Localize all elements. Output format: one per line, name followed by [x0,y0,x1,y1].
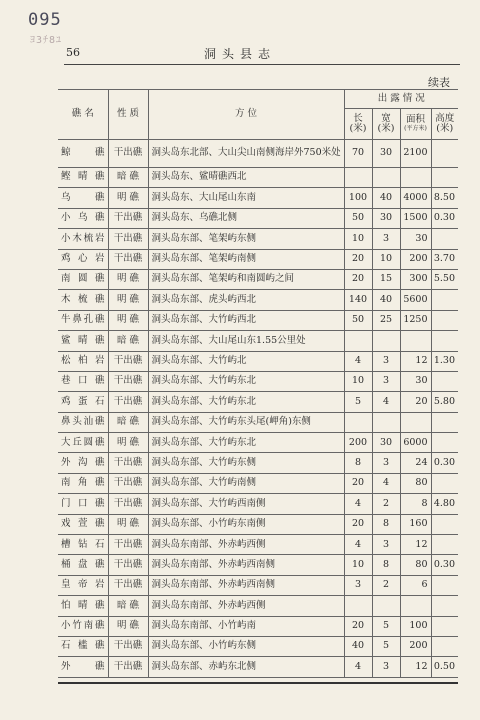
reef-nature: 干出礁 [108,473,148,493]
reef-length: 140 [344,290,372,310]
reef-width: 8 [372,555,400,575]
header-exposure: 出 露 情 况 [344,90,458,109]
reef-width: 8 [372,514,400,534]
reef-length: 4 [344,494,372,514]
header-area-unit: (平方米) [404,124,427,132]
reef-width [372,331,400,351]
reef-width: 3 [372,657,400,677]
bottom-rule [58,682,458,684]
reef-nature: 明 礁 [108,269,148,289]
reef-area: 80 [400,473,431,493]
reef-height [431,616,458,636]
reef-height: 0.30 [431,453,458,473]
reef-nature: 干出礁 [108,392,148,412]
reef-nature: 暗 礁 [108,596,148,616]
reef-height [431,371,458,391]
header-location: 方 位 [148,90,344,140]
reef-area: 12 [400,657,431,677]
reef-area: 12 [400,351,431,371]
reef-name: 小乌礁 [58,208,108,228]
reef-area: 2100 [400,140,431,168]
reef-name: 皇帝岩 [58,575,108,595]
reef-width: 30 [372,433,400,453]
reef-nature: 干出礁 [108,140,148,168]
reef-area: 200 [400,636,431,656]
reef-area: 1250 [400,310,431,330]
reef-area: 20 [400,392,431,412]
reef-name: 小竹南礁 [58,616,108,636]
reef-height [431,140,458,168]
reef-nature: 干出礁 [108,575,148,595]
header-name: 礁 名 [58,90,108,140]
table-row [58,392,458,412]
reef-area: 160 [400,514,431,534]
table-row [58,168,458,188]
reef-location: 洞头岛东部、虎头屿西北 [148,290,344,310]
reef-width: 5 [372,636,400,656]
reef-name: 鲣晴礁 [58,168,108,188]
reef-length [344,331,372,351]
reef-width: 40 [372,290,400,310]
reef-height [431,535,458,555]
reef-location: 洞头岛东部、大竹屿东北 [148,371,344,391]
table-row [58,290,458,310]
reef-location: 洞头岛东部、大竹屿东北 [148,433,344,453]
reef-name: 小木梳岩 [58,229,108,249]
reef-name: 鲨晴礁 [58,331,108,351]
reef-location: 洞头岛东南部、外赤屿西南侧 [148,555,344,575]
table-row [58,494,458,514]
table-row [58,188,458,208]
reef-name: 门口礁 [58,494,108,514]
reef-name: 石槛礁 [58,636,108,656]
reef-name: 木梳礁 [58,290,108,310]
reef-length: 20 [344,473,372,493]
reef-area: 4000 [400,188,431,208]
reef-location: 洞头岛东、鲨晴礁西北 [148,168,344,188]
reef-name: 松柏岩 [58,351,108,371]
page-number: 56 [66,46,80,59]
reef-nature: 明 礁 [108,310,148,330]
reef-width: 3 [372,351,400,371]
reef-width: 4 [372,473,400,493]
reef-name: 桶盘礁 [58,555,108,575]
reef-name: 南角礁 [58,473,108,493]
header-length: 长(米) [344,109,372,140]
reef-length [344,596,372,616]
table-row [58,473,458,493]
reef-nature: 暗 礁 [108,331,148,351]
reef-width: 15 [372,269,400,289]
reef-height [431,433,458,453]
reef-height: 4.80 [431,494,458,514]
reef-width [372,168,400,188]
table-row [58,310,458,330]
reef-area: 6 [400,575,431,595]
reef-width: 30 [372,140,400,168]
reef-nature: 干出礁 [108,249,148,269]
reef-length: 200 [344,433,372,453]
reef-location: 洞头岛东南部、外赤屿西南侧 [148,575,344,595]
reef-location: 洞头岛东部、大竹屿西北 [148,310,344,330]
reef-height [431,290,458,310]
reef-location: 洞头岛东部、赤屿东北侧 [148,657,344,677]
reef-nature: 干出礁 [108,494,148,514]
reef-name: 南圆礁 [58,269,108,289]
table-row [58,657,458,677]
reef-location: 洞头岛东南部、小竹屿南 [148,616,344,636]
reef-nature: 明 礁 [108,188,148,208]
reef-area: 5600 [400,290,431,310]
reef-name: 鸡蛋石 [58,392,108,412]
reef-nature: 明 礁 [108,616,148,636]
reef-area: 24 [400,453,431,473]
reef-location: 洞头岛东部、小竹屿东南侧 [148,514,344,534]
reef-height [431,636,458,656]
reef-area: 1500 [400,208,431,228]
table-row [58,636,458,656]
reef-width [372,412,400,432]
reef-length: 50 [344,310,372,330]
reef-height: 5.50 [431,269,458,289]
reef-area: 30 [400,371,431,391]
reef-width: 2 [372,575,400,595]
reef-height: 0.30 [431,555,458,575]
reef-height: 1.30 [431,351,458,371]
reef-nature: 干出礁 [108,657,148,677]
reef-area: 100 [400,616,431,636]
reef-name: 外 礁 [58,657,108,677]
reef-name: 槽钻石 [58,535,108,555]
reef-location: 洞头岛东南部、外赤屿西侧 [148,596,344,616]
table-row [58,616,458,636]
reef-location: 洞头岛东、乌礁北侧 [148,208,344,228]
table-row [58,575,458,595]
archive-stamp: 095 [28,10,62,30]
reef-height [431,331,458,351]
reef-name: 戏萱礁 [58,514,108,534]
reef-length: 4 [344,657,372,677]
reef-area [400,331,431,351]
reef-width [372,596,400,616]
reef-nature: 干出礁 [108,229,148,249]
reef-width: 5 [372,616,400,636]
reef-name: 外沟礁 [58,453,108,473]
reef-location: 洞头岛东北部、大山尖山南侧海岸外750米处 [148,140,344,168]
table-row [58,351,458,371]
reef-length: 20 [344,514,372,534]
reef-name: 鸡心岩 [58,249,108,269]
reef-area: 12 [400,535,431,555]
reef-height: 0.30 [431,208,458,228]
reef-location: 洞头岛东部、笔架屿南侧 [148,249,344,269]
reef-height: 3.70 [431,249,458,269]
reef-height: 5.80 [431,392,458,412]
reef-location: 洞头岛东部、笔架屿和南圆屿之间 [148,269,344,289]
reef-table [58,89,458,678]
reef-length: 4 [344,535,372,555]
reef-nature: 明 礁 [108,290,148,310]
reef-height [431,310,458,330]
reef-height: 0.50 [431,657,458,677]
reef-width: 40 [372,188,400,208]
reef-area [400,412,431,432]
header-rule [64,64,460,65]
reef-length: 10 [344,555,372,575]
header-area [400,109,431,140]
reef-nature: 干出礁 [108,208,148,228]
header-width: 宽(米) [372,109,400,140]
reef-name: 怕晴礁 [58,596,108,616]
reef-length: 70 [344,140,372,168]
reef-height [431,473,458,493]
reef-location: 洞头岛东部、大竹屿北 [148,351,344,371]
reef-length: 10 [344,371,372,391]
reef-location: 洞头岛东部、笔架屿东侧 [148,229,344,249]
reef-length [344,412,372,432]
reef-width: 3 [372,229,400,249]
reef-area [400,168,431,188]
reef-area [400,596,431,616]
reef-width: 3 [372,371,400,391]
table-row [58,453,458,473]
reef-location: 洞头岛东部、大竹屿东侧 [148,453,344,473]
reef-nature: 干出礁 [108,535,148,555]
reef-width: 4 [372,392,400,412]
reef-name: 鼻头汕礁 [58,412,108,432]
reef-length: 100 [344,188,372,208]
table-row [58,535,458,555]
table-row [58,249,458,269]
reef-area: 30 [400,229,431,249]
reef-length: 20 [344,269,372,289]
reef-location: 洞头岛东部、大竹屿南侧 [148,473,344,493]
reef-name: 大丘圆礁 [58,433,108,453]
reef-area: 80 [400,555,431,575]
reef-nature: 明 礁 [108,514,148,534]
reef-length: 20 [344,249,372,269]
reef-name: 牛鼻孔礁 [58,310,108,330]
continued-label: 续表 [428,76,450,89]
reef-length: 40 [344,636,372,656]
reef-location: 洞头岛东南部、外赤屿西侧 [148,535,344,555]
reef-height [431,229,458,249]
table-row [58,371,458,391]
reef-area: 200 [400,249,431,269]
reef-height [431,412,458,432]
reef-location: 洞头岛东部、大竹屿东北 [148,392,344,412]
reef-nature: 干出礁 [108,636,148,656]
reef-height [431,168,458,188]
archive-stamp-faint: ﾖ3ﾁ8ﾕ [30,35,63,46]
reef-width: 30 [372,208,400,228]
reef-name: 乌 礁 [58,188,108,208]
reef-width: 3 [372,535,400,555]
header-height: 高度(米) [431,109,458,140]
reef-name: 鲸 礁 [58,140,108,168]
reef-nature: 暗 礁 [108,412,148,432]
reef-area: 6000 [400,433,431,453]
table-row [58,555,458,575]
reef-nature: 干出礁 [108,453,148,473]
reef-height [431,575,458,595]
reef-area: 300 [400,269,431,289]
reef-nature: 干出礁 [108,351,148,371]
reef-width: 10 [372,249,400,269]
reef-width: 2 [372,494,400,514]
reef-width: 3 [372,453,400,473]
table-row [58,269,458,289]
reef-height [431,514,458,534]
reef-location: 洞头岛东、大山尾山东南 [148,188,344,208]
reef-length: 4 [344,351,372,371]
reef-nature: 干出礁 [108,371,148,391]
reef-length: 5 [344,392,372,412]
reef-nature: 干出礁 [108,555,148,575]
header-nature: 性 质 [108,90,148,140]
table-row [58,140,458,168]
reef-length: 50 [344,208,372,228]
reef-height: 8.50 [431,188,458,208]
reef-location: 洞头岛东部、小竹屿东侧 [148,636,344,656]
reef-length: 10 [344,229,372,249]
reef-width: 25 [372,310,400,330]
table-row [58,514,458,534]
reef-length: 3 [344,575,372,595]
table-row [58,433,458,453]
table-row [58,412,458,432]
reef-length: 8 [344,453,372,473]
reef-nature: 明 礁 [108,433,148,453]
table-row [58,229,458,249]
reef-location: 洞头岛东部、大竹屿东头尾(岬角)东侧 [148,412,344,432]
reef-location: 洞头岛东部、大竹屿西南侧 [148,494,344,514]
reef-nature: 暗 礁 [108,168,148,188]
running-head: 洞头县志 [203,47,276,61]
reef-length: 20 [344,616,372,636]
reef-area: 8 [400,494,431,514]
reef-length [344,168,372,188]
reef-height [431,596,458,616]
reef-location: 洞头岛东部、大山尾山东1.55公里处 [148,331,344,351]
table-row [58,208,458,228]
table-row [58,596,458,616]
reef-name: 巷口礁 [58,371,108,391]
header-area-label: 面积 [405,114,425,126]
table-row [58,331,458,351]
